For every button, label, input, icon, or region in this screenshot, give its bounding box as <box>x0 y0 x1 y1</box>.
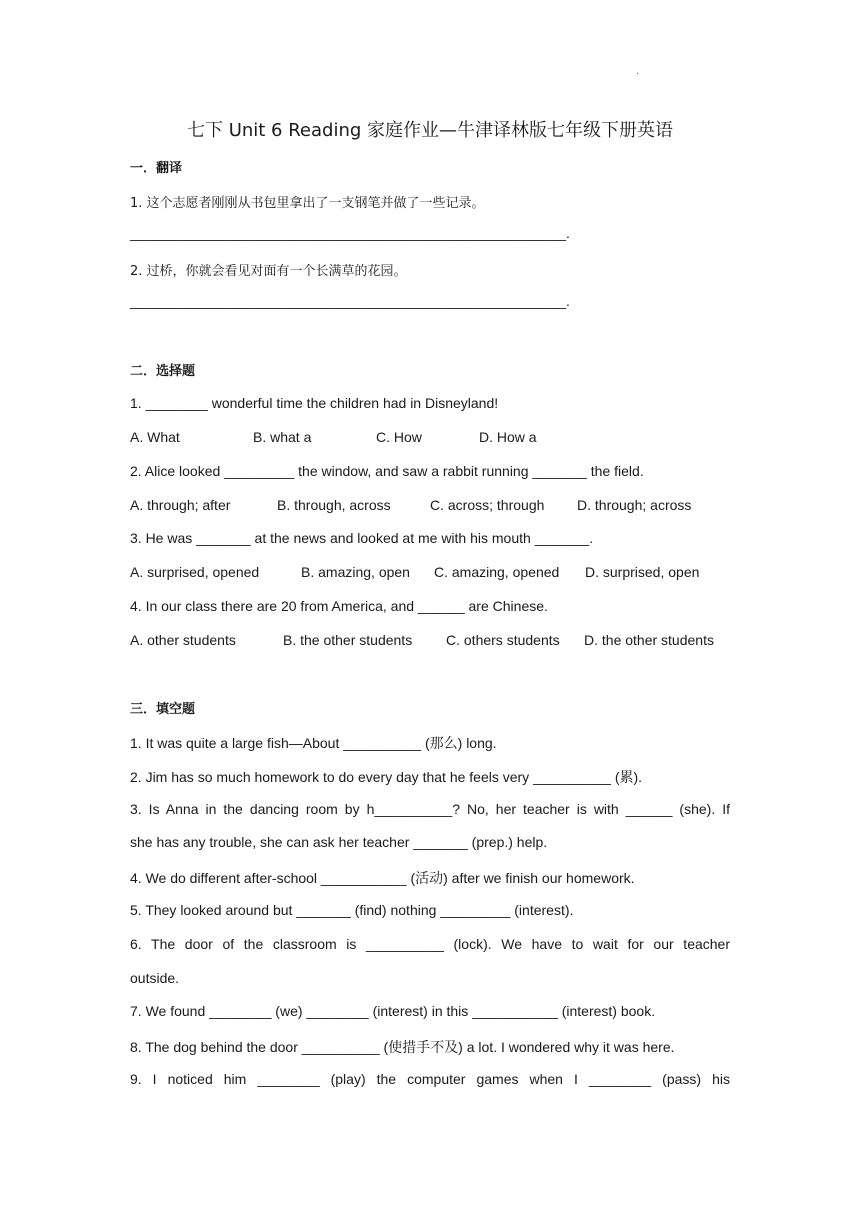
translation-item-1: 1. 这个志愿者刚刚从书包里拿出了一支钢笔并做了一些记录。 <box>130 196 485 211</box>
fill-line-4: 4. We do different after-school ___________ (活动) after we finish our homework. <box>130 870 635 886</box>
question-1: 1. ________ wonderful time the children had in Disneyland! <box>130 395 499 411</box>
translation-item-2: 2. 过桥，你就会看见对面有一个长满草的花园。 <box>130 264 407 279</box>
fill-line-5: 5. They looked around but _______ (find) nothing _________ (interest). <box>130 902 574 918</box>
section-heading-fill-in: 三．填空题 <box>130 702 196 717</box>
option-c: C. across; through <box>430 497 545 513</box>
option-a: A. What <box>130 429 180 445</box>
option-d: D. through; across <box>577 497 692 513</box>
option-c: C. How <box>376 429 422 445</box>
option-d: D. surprised, open <box>585 564 700 580</box>
option-a: A. through; after <box>130 497 231 513</box>
option-d: D. the other students <box>584 632 714 648</box>
fill-line-9: 9. I noticed him ________ (play) the computer games when I ________ (pass) his <box>130 1071 730 1087</box>
option-a: A. surprised, opened <box>130 564 260 580</box>
fill-line-6-cont: outside. <box>130 970 180 986</box>
option-b: B. through, across <box>277 497 391 513</box>
answer-line-1: ________________________________________________________. <box>130 225 570 241</box>
fill-line-6: 6. The door of the classroom is __________ (lock). We have to wait for our teacher <box>130 936 730 952</box>
page-title: 七下 Unit 6 Reading 家庭作业—牛津译林版七年级下册英语 <box>186 120 674 141</box>
option-a: A. other students <box>130 632 236 648</box>
answer-line-2: ________________________________________________________. <box>130 293 570 309</box>
fill-line-3: 3. Is Anna in the dancing room by h__________? No, her teacher is with ______ (she). If <box>130 801 730 817</box>
fill-line-3-cont: she has any trouble, she can ask her teacher _______ (prep.) help. <box>130 834 548 850</box>
question-2: 2. Alice looked _________ the window, and saw a rabbit running _______ the field. <box>130 463 644 479</box>
question-3: 3. He was _______ at the news and looked at me with his mouth _______. <box>130 530 594 546</box>
option-d: D. How a <box>479 429 537 445</box>
question-4: 4. In our class there are 20 from America, and ______ are Chinese. <box>130 598 548 614</box>
option-b: B. the other students <box>283 632 413 648</box>
fill-line-1: 1. It was quite a large fish—About __________ (那么) long. <box>130 735 497 751</box>
section-heading-translation: 一．翻译 <box>130 161 183 176</box>
option-c: C. amazing, opened <box>434 564 560 580</box>
fill-line-2: 2. Jim has so much homework to do every day that he feels very __________ (累). <box>130 769 643 785</box>
option-b: B. amazing, open <box>301 564 410 580</box>
option-b: B. what a <box>253 429 312 445</box>
fill-line-7: 7. We found ________ (we) ________ (interest) in this ___________ (interest) book. <box>130 1003 656 1019</box>
corner-mark: . <box>636 66 640 77</box>
section-heading-multiple-choice: 二．选择题 <box>130 364 196 379</box>
fill-line-8: 8. The dog behind the door __________ (使措手不及) a lot. I wondered why it was here. <box>130 1039 675 1055</box>
option-c: C. others students <box>446 632 560 648</box>
